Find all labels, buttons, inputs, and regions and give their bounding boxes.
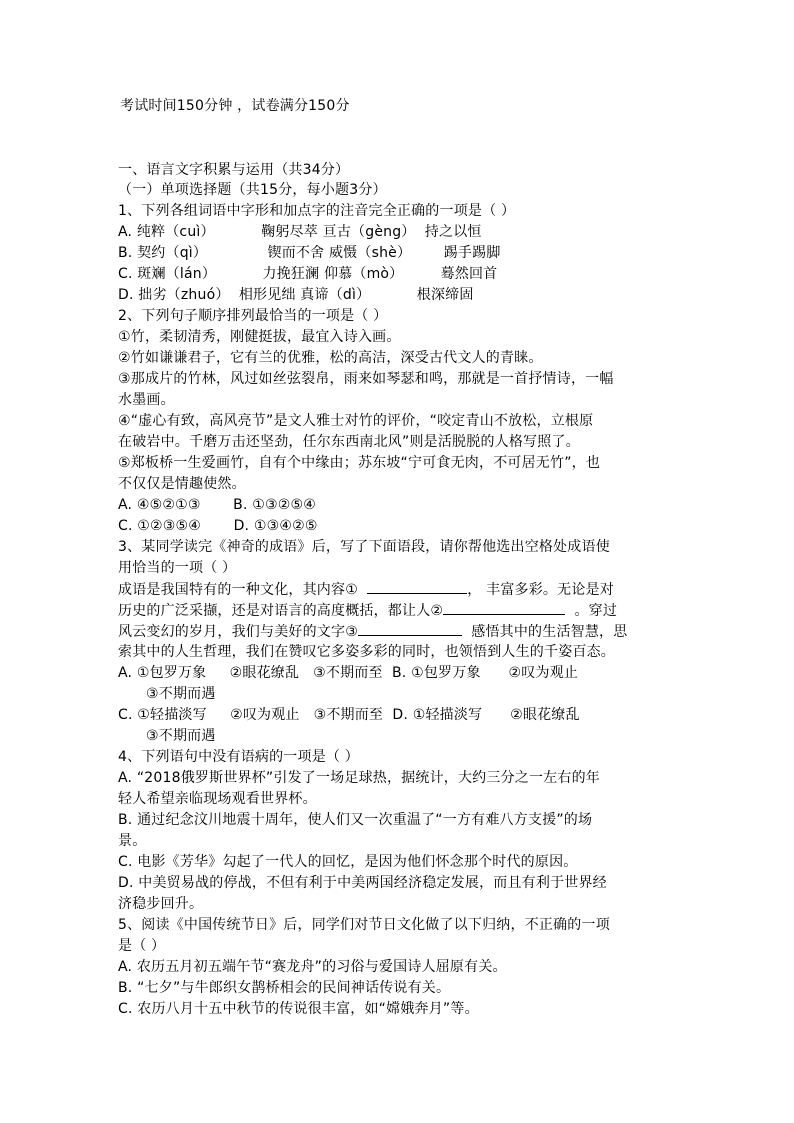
passage-text: 风云变幻的岁月，我们与美好的文字③ bbox=[118, 624, 358, 640]
question-3-passage-line-3 bbox=[118, 621, 627, 642]
passage-text: 成语是我国特有的一种文化，其内容① bbox=[118, 582, 368, 598]
question-2-sentence-3-cont: 水墨画。 bbox=[118, 392, 175, 408]
question-2-sentence-5-cont: 不仅仅是情趣使然。 bbox=[118, 476, 246, 492]
question-4-stem: 4、下列语句中没有语病的一项是（ ） bbox=[118, 749, 359, 765]
question-2-options-ab: A. ④⑤②①③ B. ①③②⑤④ bbox=[118, 497, 316, 513]
question-4-option-b-cont: 景。 bbox=[118, 833, 147, 849]
question-3-options-ab: A. ①包罗万象 ②眼花缭乱 ③不期而至 B. ①包罗万象 ②叹为观止 bbox=[118, 665, 579, 681]
question-1-option-a: A. 纯粹（cuì） 鞠躬尽萃 亘古（gèng） 持之以恒 bbox=[118, 224, 482, 240]
question-1-option-b: B. 契约（qì） 锲而不舍 威慑（shè） 踢手踢脚 bbox=[118, 245, 501, 261]
question-2-options-cd: C. ①②③⑤④ D. ①③④②⑤ bbox=[118, 518, 318, 534]
question-3-passage-line-1 bbox=[118, 579, 614, 600]
question-4-option-d-cont: 济稳步回升。 bbox=[118, 896, 204, 912]
question-3-options-cd: C. ①轻描淡写 ②叹为观止 ③不期而至 D. ①轻描淡写 ②眼花缭乱 bbox=[118, 707, 580, 723]
answer-blank bbox=[367, 579, 467, 594]
question-5-stem-cont: 是（ ） bbox=[118, 938, 166, 954]
question-2-sentence-3: ③那成片的竹林，风过如丝弦裂帛，雨来如琴瑟和鸣，那就是一首抒情诗，一幅 bbox=[118, 371, 614, 387]
exam-info: 考试时间150分钟 ，试卷满分150分 bbox=[120, 98, 350, 114]
question-5-option-b: B. “七夕”与牛郎织女鹊桥相会的民间神话传说有关。 bbox=[118, 980, 451, 996]
question-2-sentence-5: ⑤郑板桥一生爱画竹，自有个中缘由；苏东坡“宁可食无肉，不可居无竹”，也 bbox=[118, 455, 601, 471]
question-1-option-c: C. 斑斓（lán） 力挽狂澜 仰慕（mò） 蓦然回首 bbox=[118, 266, 498, 282]
question-3-stem: 3、某同学读完《神奇的成语》后，写了下面语段，请你帮他选出空格处成语使 bbox=[118, 539, 610, 555]
answer-blank bbox=[443, 600, 565, 615]
question-3-options-ab-cont: ③不期而遇 bbox=[146, 686, 216, 702]
question-1-option-d: D. 拙劣（zhuó） 相形见绌 真谛（dì） 根深缔固 bbox=[118, 287, 474, 303]
passage-text: ， 丰富多彩。无论是对 bbox=[467, 582, 614, 598]
question-5-option-a: A. 农历五月初五端午节“赛龙舟”的习俗与爱国诗人屈原有关。 bbox=[118, 959, 507, 975]
section-title: 一、语言文字积累与运用（共34分） bbox=[118, 162, 350, 178]
question-4-option-a-cont: 轻人希望亲临现场观看世界杯。 bbox=[118, 791, 317, 807]
question-3-options-cd-cont: ③不期而遇 bbox=[146, 728, 216, 744]
answer-blank bbox=[358, 621, 462, 636]
question-5-option-c: C. 农历八月十五中秋节的传说很丰富，如“嫦娥奔月”等。 bbox=[118, 1001, 479, 1017]
question-4-option-d: D. 中美贸易战的停战，不但有利于中美两国经济稳定发展，而且有利于世界经 bbox=[118, 875, 607, 891]
question-3-passage-line-4: 索其中的人生哲理，我们在赞叹它多姿多彩的同时，也领悟到人生的千姿百态。 bbox=[118, 644, 615, 660]
question-2-stem: 2、下列句子顺序排列最恰当的一项是（ ） bbox=[118, 308, 388, 324]
question-4-option-a: A. “2018俄罗斯世界杯”引发了一场足球热，据统计，大约三分之一左右的年 bbox=[118, 770, 600, 786]
passage-text: 历史的广泛采撷，还是对语言的高度概括，都让人② bbox=[118, 603, 444, 619]
question-4-option-b: B. 通过纪念汶川地震十周年，使人们又一次重温了“一方有难八方支援”的场 bbox=[118, 812, 593, 828]
passage-text: 感悟其中的生活智慧，思 bbox=[461, 624, 628, 640]
question-3-stem-cont: 用恰当的一项（ ） bbox=[118, 560, 237, 576]
question-2-sentence-1: ①竹，柔韧清秀，刚健挺拔，最宜入诗入画。 bbox=[118, 329, 401, 345]
passage-text: 。穿过 bbox=[565, 603, 618, 619]
question-5-stem: 5、阅读《中国传统节日》后，同学们对节日文化做了以下归纳，不正确的一项 bbox=[118, 917, 610, 933]
question-3-passage-line-2 bbox=[118, 600, 617, 621]
question-2-sentence-4: ④“虚心有致，高风亮节”是文人雅士对竹的评价，“咬定青山不放松，立根原 bbox=[118, 413, 594, 429]
question-4-option-c: C. 电影《芳华》勾起了一代人的回忆，是因为他们怀念那个时代的原因。 bbox=[118, 854, 578, 870]
question-1-stem: 1、下列各组词语中字形和加点字的注音完全正确的一项是（ ） bbox=[118, 203, 516, 219]
question-2-sentence-4-cont: 在破岩中。千磨万击还坚劲，任尔东西南北风”则是活脱脱的人格写照了。 bbox=[118, 434, 580, 450]
question-2-sentence-2: ②竹如谦谦君子，它有兰的优雅，松的高洁，深受古代文人的青睐。 bbox=[118, 350, 543, 366]
section-subtitle: （一）单项选择题（共15分，每小题3分） bbox=[118, 182, 387, 198]
